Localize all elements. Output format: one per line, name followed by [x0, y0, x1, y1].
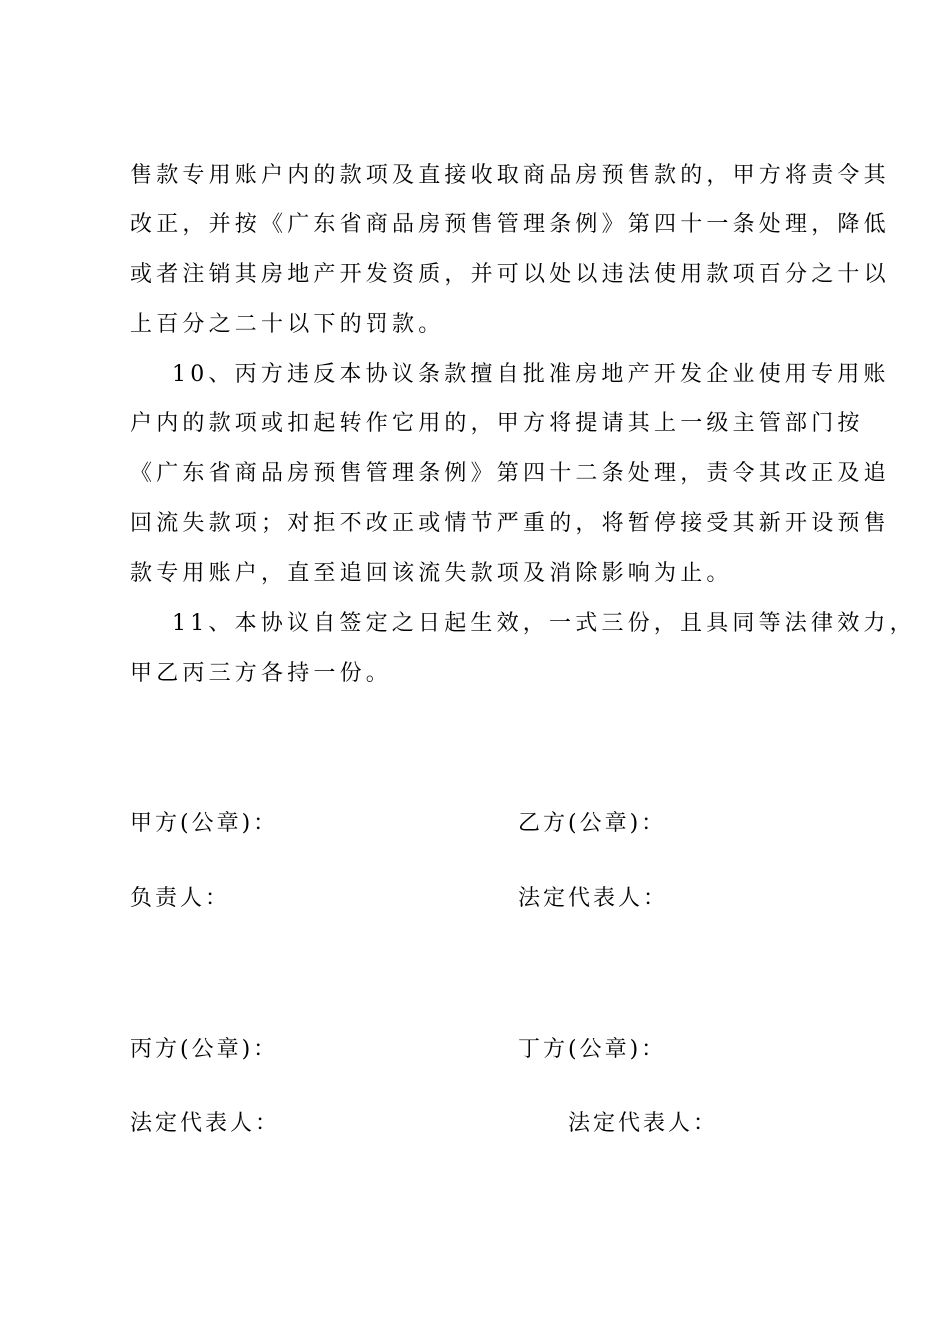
text-line: 上百分之二十以下的罚款。 [130, 312, 445, 337]
text-line: 款专用账户，直至追回该流失款项及消除影响为止。 [130, 561, 733, 586]
party-d-seal-label: 丁方(公章)： [518, 1037, 667, 1062]
text-line: 回流失款项；对拒不改正或情节严重的，将暂停接受其新开设预售 [130, 511, 890, 536]
text-line: 甲乙丙三方各持一份。 [130, 661, 393, 686]
party-a-seal-label: 甲方(公章)： [130, 811, 279, 836]
text-line: 改正，并按《广东省商品房预售管理条例》第四十一条处理，降低 [130, 212, 890, 237]
party-b-seal-label: 乙方(公章)： [518, 811, 667, 836]
party-d-rep-label: 法定代表人： [568, 1111, 719, 1136]
party-c-seal-label: 丙方(公章)： [130, 1037, 279, 1062]
party-b-rep-label: 法定代表人： [518, 886, 669, 911]
clause-10-line: 10、丙方违反本协议条款擅自批准房地产开发企业使用专用账 [172, 362, 890, 387]
clause-11-line: 11、本协议自签定之日起生效，一式三份，且具同等法律效力， [172, 611, 916, 636]
text-line: 《广东省商品房预售管理条例》第四十二条处理，责令其改正及追 [130, 461, 890, 486]
text-line: 或者注销其房地产开发资质，并可以处以违法使用款项百分之十以 [130, 262, 890, 287]
party-c-rep-label: 法定代表人： [130, 1111, 281, 1136]
text-line: 户内的款项或扣起转作它用的，甲方将提请其上一级主管部门按 [130, 411, 864, 436]
party-a-person-label: 负责人： [130, 886, 231, 911]
text-line: 售款专用账户内的款项及直接收取商品房预售款的，甲方将责令其 [130, 163, 890, 188]
